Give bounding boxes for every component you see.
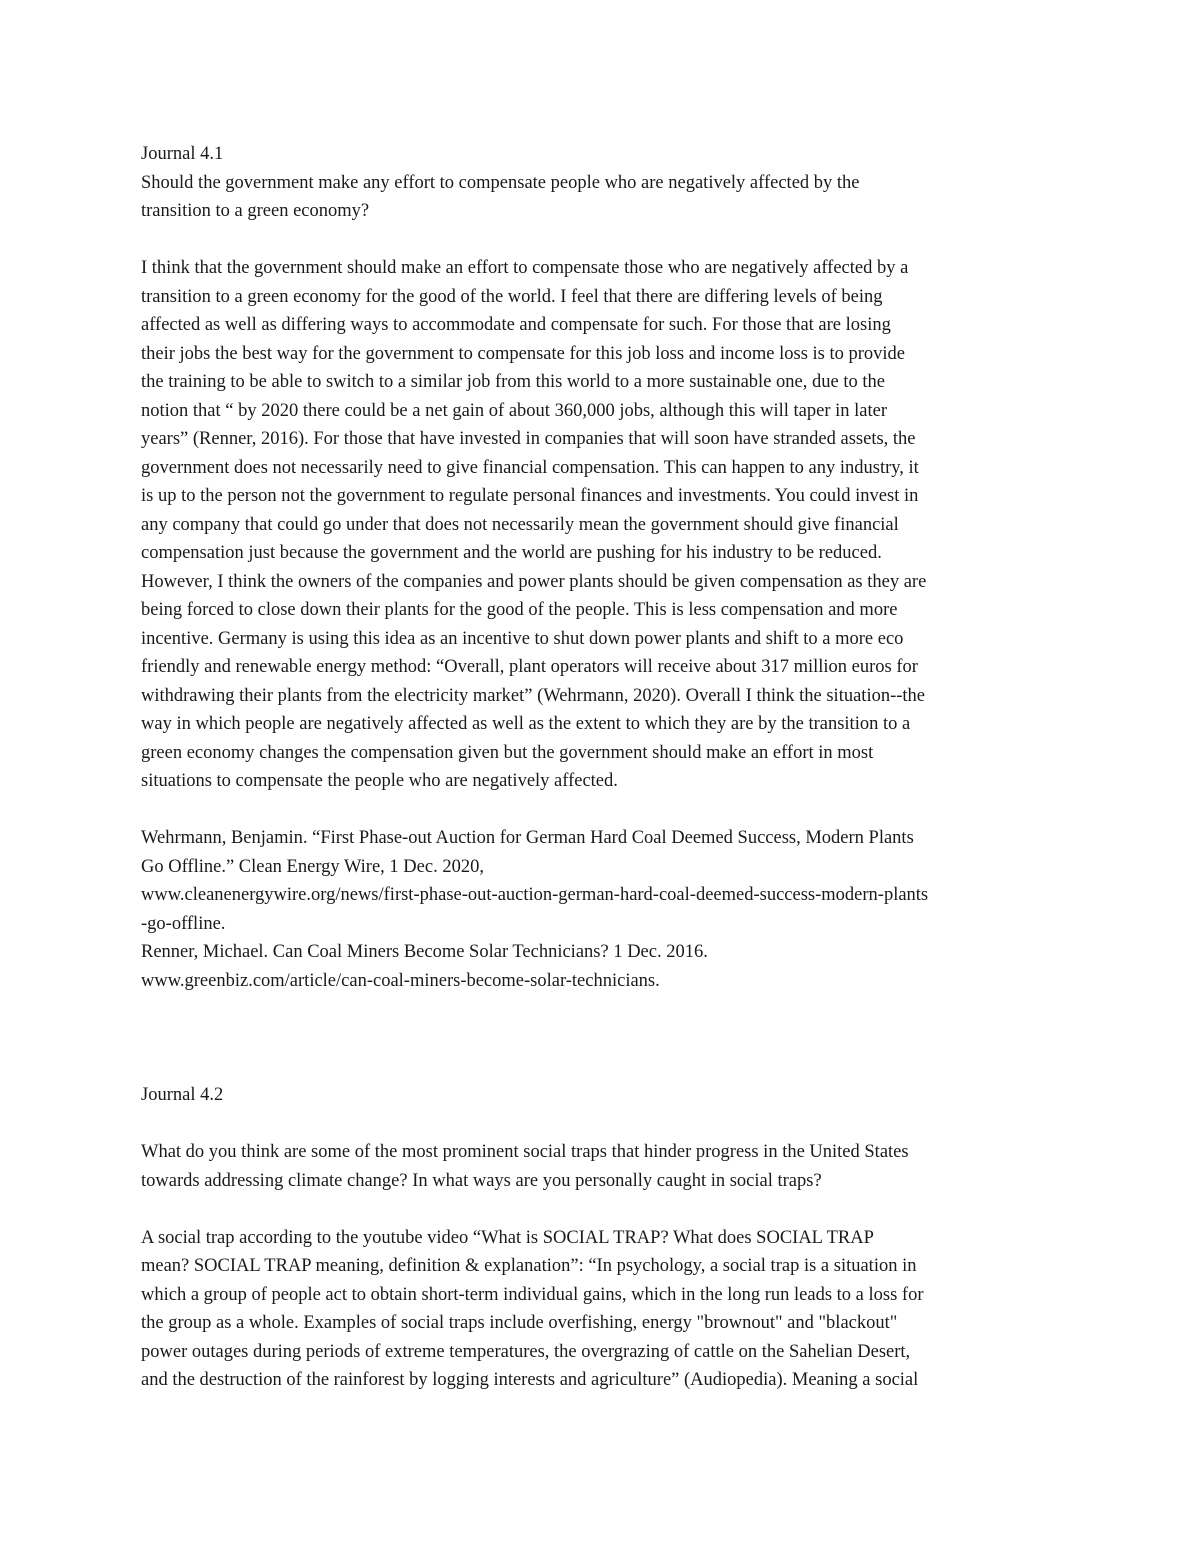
answer-line: any company that could go under that does not necessarily mean the government should give financial [141,514,899,535]
answer-line: friendly and renewable energy method: “Overall, plant operators will receive about 317 million euros for [141,657,918,677]
answer-line: green economy changes the compensation given but the government should make an effort in most [141,742,874,763]
citation-line: www.greenbiz.com/article/can-coal-miners-become-solar-technicians. [141,970,660,991]
answer-line: way in which people are negatively affected as well as the extent to which they are by the transition to a [141,714,911,734]
journal-4-1-title: Journal 4.1 [141,144,224,164]
question-line: towards addressing climate change? In what ways are you personally caught in social traps? [141,1170,822,1191]
citation-line: -go-offline. [141,913,226,934]
answer-line: and the destruction of the rainforest by logging interests and agriculture” (Audiopedia). Meaning a social [141,1370,919,1390]
answer-line: incentive. Germany is using this idea as an incentive to shut down power plants and shift to a more eco [141,628,904,649]
journal-4-1-question [141,169,1066,226]
answer-line: affected as well as differing ways to accommodate and compensate for such. For those that are losing [141,315,891,335]
answer-line: withdrawing their plants from the electricity market” (Wehrmann, 2020). Overall I think the situation--the [141,685,926,706]
question-line: transition to a green economy? [141,201,370,221]
answer-line: power outages during periods of extreme temperatures, the overgrazing of cattle on the Sahelian Desert, [141,1341,911,1362]
answer-line: the group as a whole. Examples of social traps include overfishing, energy "brownout" and "blackout" [141,1313,898,1333]
answer-line: transition to a green economy for the good of the world. I feel that there are differing levels of being [141,286,883,307]
section-spacer [141,995,1066,1081]
answer-line: is up to the person not the government to regulate personal finances and investments. You could invest in [141,486,919,506]
citation-line: Renner, Michael. Can Coal Miners Become Solar Technicians? 1 Dec. 2016. [141,942,708,962]
answer-line: I think that the government should make an effort to compensate those who are negatively affected by a [141,258,909,278]
question-line: What do you think are some of the most prominent social traps that hinder progress in the United States [141,1142,909,1162]
answer-line: government does not necessarily need to give financial compensation. This can happen to any industry, it [141,457,919,478]
document-body [141,140,1066,1395]
journal-4-2-title: Journal 4.2 [141,1085,224,1105]
journal-4-2-answer [141,1224,1066,1395]
answer-line: which a group of people act to obtain short-term individual gains, which in the long run leads to a loss for [141,1284,924,1305]
journal-4-2-section [141,1081,1066,1395]
journal-4-1-section [141,140,1066,995]
answer-line: years” (Renner, 2016). For those that have invested in companies that will soon have stranded assets, the [141,429,916,449]
citation-line: www.cleanenergywire.org/news/first-phase-out-auction-german-hard-coal-deemed-success-modern-plants [141,885,929,905]
answer-line: situations to compensate the people who are negatively affected. [141,771,618,791]
paragraph-spacer [141,226,1066,255]
paragraph-spacer [141,1110,1066,1139]
answer-line: A social trap according to the youtube video “What is SOCIAL TRAP? What does SOCIAL TRAP [141,1227,874,1248]
question-line: Should the government make any effort to compensate people who are negatively affected by the [141,172,860,193]
journal-4-1-answer [141,254,1066,796]
answer-line: notion that “ by 2020 there could be a net gain of about 360,000 jobs, although this will taper in later [141,400,888,421]
paragraph-spacer [141,1195,1066,1224]
journal-4-2-question [141,1138,1066,1195]
answer-line: being forced to close down their plants for the good of the people. This is less compensation and more [141,600,898,620]
answer-line: mean? SOCIAL TRAP meaning, definition & explanation”: “In psychology, a social trap is a situation in [141,1256,917,1276]
answer-line: However, I think the owners of the companies and power plants should be given compensation as they are [141,571,927,592]
paragraph-spacer [141,796,1066,825]
answer-line: the training to be able to switch to a similar job from this world to a more sustainable one, due to the [141,372,885,392]
journal-4-1-citations [141,824,1066,995]
answer-line: compensation just because the government and the world are pushing for his industry to be reduced. [141,543,882,563]
citation-line: Wehrmann, Benjamin. “First Phase-out Auction for German Hard Coal Deemed Success, Modern Plants [141,828,914,848]
answer-line: their jobs the best way for the government to compensate for this job loss and income loss is to provide [141,343,906,364]
citation-line: Go Offline.” Clean Energy Wire, 1 Dec. 2020, [141,856,484,877]
